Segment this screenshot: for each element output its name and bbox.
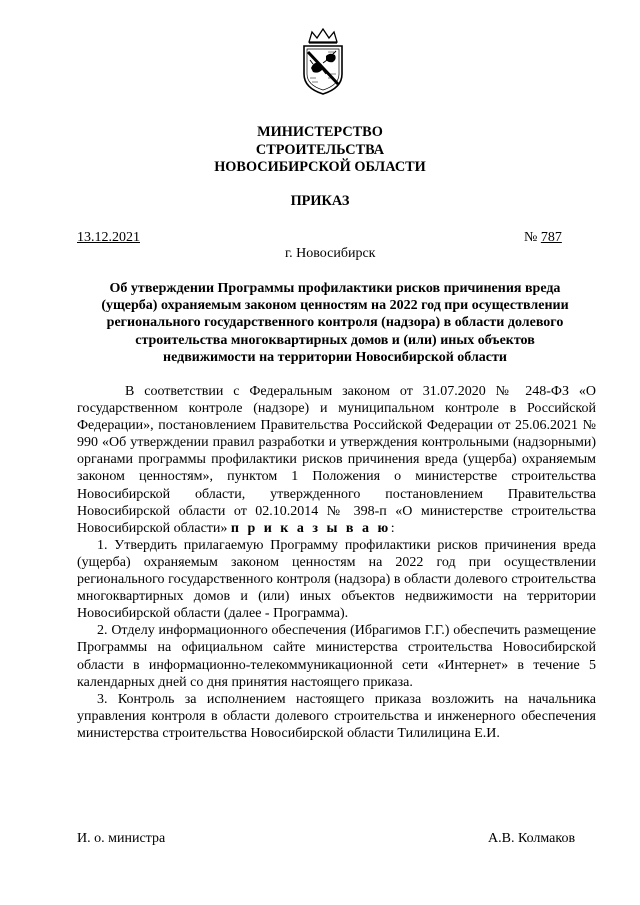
- ministry-line: НОВОСИБИРСКОЙ ОБЛАСТИ: [214, 159, 426, 175]
- preamble-text: В соответствии с Федеральным законом от 31.07.2020 № 248-ФЗ «О государственном контроле (надзоре) и муниципальном контроле в Российской Федерации», постановлением Правительства Российской Федерации от 25.06.2021 № 990 «Об утверждении правил разработки и утверждения контрольными (надзорными) органами программы профилактики рисков причинения вреда (ущерба) охраняемым законом ценностям», пунктом 1 Положения о министерстве строительства Новосибирской области, утвержденного постановлением Правительства Новосибирской области от 02.10.2014 № 398-п «О министерстве строительства Новосибирской области»: [77, 384, 596, 536]
- order-city: г. Новосибирск: [285, 246, 376, 261]
- order-number: [524, 229, 562, 246]
- order-date: 13.12.2021: [77, 230, 140, 245]
- order-colon: :: [390, 520, 395, 536]
- order-body: [77, 383, 596, 742]
- order-number-value: 787: [540, 230, 562, 245]
- heading-line: Об утверждении Программы профилактики рисков причинения вреда: [109, 281, 561, 296]
- ministry-line: СТРОИТЕЛЬСТВА: [255, 141, 385, 158]
- ministry-name: [0, 124, 640, 177]
- preamble-paragraph: [77, 383, 596, 537]
- novosibirsk-coat-of-arms-icon: [300, 28, 346, 96]
- order-item-2: 2. Отделу информационного обеспечения (Ибрагимов Г.Г.) обеспечить размещение Программы на официальном сайте министерства строительства Новосибирской области в информационно-телекоммуникационной сети «Интернет» в течение 5 календарных дней со дня принятия настоящего приказа.: [77, 623, 596, 690]
- signer-name: А.В. Колмаков: [488, 831, 576, 846]
- heading-line: регионального государственного контроля (надзора) в области долевого: [106, 315, 564, 331]
- order-number-prefix: №: [524, 230, 541, 245]
- order-item-3: 3. Контроль за исполнением настоящего приказа возложить на начальника управления контроля в области долевого строительства и инженерного обеспечения министерства строительства Новосибирской области Тилилицина Е.И.: [77, 691, 596, 741]
- signer-title: И. о. министра: [77, 831, 166, 846]
- ministry-line: МИНИСТЕРСТВО: [257, 124, 383, 140]
- heading-line: недвижимости на территории Новосибирской области: [163, 349, 507, 365]
- order-heading: [70, 280, 600, 366]
- document-type: ПРИКАЗ: [290, 193, 350, 209]
- heading-line: строительства многоквартирных домов и (или) иных объектов: [135, 332, 535, 348]
- order-word: п р и к а з ы в а ю: [230, 520, 391, 536]
- order-item-1: 1. Утвердить прилагаемую Программу профилактики рисков причинения вреда (ущерба) охраняемым законом ценностям на 2022 год при осуществлении регионального государственного контроля (надзора) в области долевого строительства многоквартирных домов и (или) иных объектов недвижимости на территории Новосибирской области (далее - Программа).: [77, 537, 596, 622]
- heading-line: (ущерба) охраняемым законом ценностям на 2022 год при осуществлении: [101, 298, 569, 314]
